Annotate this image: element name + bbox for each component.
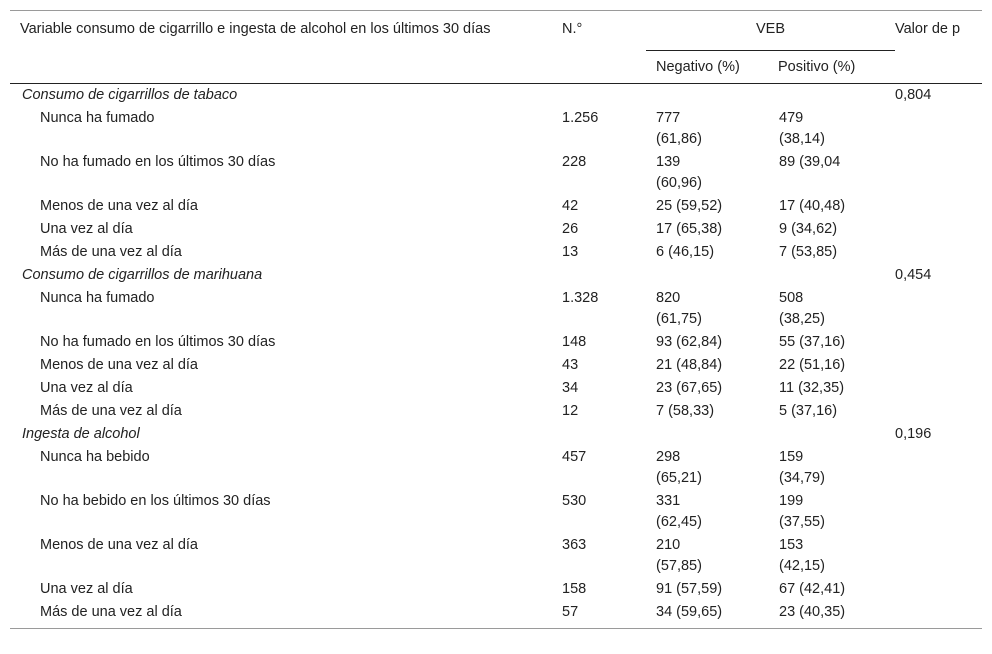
positivo-line-2: (38,14): [779, 131, 825, 147]
row-negativo: [646, 331, 769, 354]
row-label: Menos de una vez al día: [40, 537, 198, 553]
header-n: N.°: [562, 11, 646, 84]
positivo-line-1: 23 (40,35): [779, 604, 846, 620]
row-p-empty: [895, 241, 982, 264]
negativo-line-2: (65,21): [656, 470, 702, 486]
row-positivo: [769, 446, 895, 490]
table-row: [10, 151, 982, 195]
row-negativo: [646, 578, 769, 601]
row-p-empty: [895, 107, 982, 151]
row-n: 43: [562, 357, 579, 373]
empty-cell: [769, 264, 895, 287]
row-positivo: [769, 377, 895, 400]
table-row: [10, 287, 982, 331]
row-negativo: [646, 195, 769, 218]
row-p-empty: [895, 287, 982, 331]
row-negativo: [646, 354, 769, 377]
table-row: [10, 195, 982, 218]
row-p-empty: [895, 195, 982, 218]
group-p-value: 0,196: [895, 426, 932, 442]
positivo-line-1: 159: [779, 449, 804, 465]
row-positivo: [769, 400, 895, 423]
table-body: [10, 84, 982, 629]
row-negativo: [646, 601, 769, 629]
table-row: [10, 377, 982, 400]
row-n: 57: [562, 601, 646, 629]
negativo-line-1: 298: [656, 449, 681, 465]
row-label: No ha fumado en los últimos 30 días: [40, 334, 276, 350]
negativo-line-1: 210: [656, 537, 681, 553]
row-p-empty: [895, 578, 982, 601]
row-positivo: [769, 195, 895, 218]
empty-cell: [646, 84, 769, 108]
data-table: [10, 10, 982, 629]
row-n: 42: [562, 198, 579, 214]
positivo-line-1: 22 (51,16): [779, 357, 846, 373]
row-n: 457: [562, 449, 587, 465]
header-variable: Variable consumo de cigarrillo e ingesta de alcohol en los últimos 30 días: [10, 11, 562, 84]
group-row: [10, 84, 982, 108]
negativo-line-1: 17 (65,38): [656, 221, 723, 237]
row-label: Más de una vez al día: [10, 601, 562, 629]
row-p-empty: [895, 354, 982, 377]
header-negativo: Negativo (%): [656, 59, 740, 75]
negativo-line-2: (57,85): [656, 558, 702, 574]
negativo-line-1: 25 (59,52): [656, 198, 723, 214]
row-positivo: [769, 151, 895, 195]
table-row: [10, 578, 982, 601]
row-n: 34: [562, 380, 579, 396]
negativo-line-2: (60,96): [656, 175, 702, 191]
row-negativo: [646, 534, 769, 578]
positivo-line-1: 89 (39,04: [779, 154, 841, 170]
negativo-line-1: 23 (67,65): [656, 380, 723, 396]
header-positivo: Positivo (%): [778, 59, 856, 75]
header-p-value: Valor de p: [895, 11, 982, 84]
positivo-line-1: 67 (42,41): [779, 581, 846, 597]
row-p-empty: [895, 377, 982, 400]
row-p-empty: [895, 490, 982, 534]
row-n: 13: [562, 244, 579, 260]
table-row: [10, 490, 982, 534]
row-positivo: [769, 331, 895, 354]
row-label: Nunca ha bebido: [40, 449, 150, 465]
header-veb-label: VEB: [756, 21, 786, 37]
negativo-line-2: (61,86): [656, 131, 702, 147]
row-label: No ha bebido en los últimos 30 días: [40, 493, 271, 509]
positivo-line-1: 9 (34,62): [779, 221, 838, 237]
row-label: Nunca ha fumado: [40, 110, 155, 126]
positivo-line-2: (34,79): [779, 470, 825, 486]
row-positivo: [769, 241, 895, 264]
negativo-line-1: 331: [656, 493, 681, 509]
negativo-line-1: 820: [656, 290, 681, 306]
row-n: 148: [562, 334, 587, 350]
positivo-line-2: (42,15): [779, 558, 825, 574]
row-negativo: [646, 400, 769, 423]
negativo-line-1: 34 (59,65): [656, 604, 723, 620]
empty-cell: [646, 264, 769, 287]
row-label: Más de una vez al día: [40, 403, 182, 419]
row-negativo: [646, 287, 769, 331]
table-row: [10, 241, 982, 264]
row-label: Una vez al día: [40, 221, 133, 237]
positivo-line-1: 479: [779, 110, 804, 126]
positivo-line-1: 7 (53,85): [779, 244, 838, 260]
row-label: Una vez al día: [40, 380, 133, 396]
row-positivo: [769, 107, 895, 151]
row-label: Más de una vez al día: [40, 244, 182, 260]
row-label: Menos de una vez al día: [40, 198, 198, 214]
row-n: 228: [562, 154, 587, 170]
row-n: 158: [562, 581, 587, 597]
positivo-line-2: (37,55): [779, 514, 825, 530]
positivo-line-2: (38,25): [779, 311, 825, 327]
row-n: 1.328: [562, 290, 599, 306]
table-row: [10, 446, 982, 490]
row-p-empty: [895, 331, 982, 354]
row-positivo: [769, 601, 895, 629]
row-negativo: [646, 377, 769, 400]
row-positivo: [769, 578, 895, 601]
row-negativo: [646, 490, 769, 534]
header-veb: [646, 11, 895, 51]
empty-cell: [646, 423, 769, 446]
table-row: [10, 601, 982, 629]
table-row: [10, 534, 982, 578]
table-row: [10, 218, 982, 241]
row-p-empty: [895, 218, 982, 241]
table-header: [10, 11, 982, 84]
row-p-empty: [895, 151, 982, 195]
positivo-line-1: 153: [779, 537, 804, 553]
row-n: 26: [562, 221, 579, 237]
row-label: Menos de una vez al día: [40, 357, 198, 373]
row-p-empty: [895, 601, 982, 629]
negativo-line-2: (62,45): [656, 514, 702, 530]
row-n: 1.256: [562, 110, 599, 126]
negativo-line-1: 6 (46,15): [656, 244, 715, 260]
row-negativo: [646, 107, 769, 151]
row-positivo: [769, 287, 895, 331]
positivo-line-1: 199: [779, 493, 804, 509]
negativo-line-1: 93 (62,84): [656, 334, 723, 350]
row-label: No ha fumado en los últimos 30 días: [40, 154, 276, 170]
group-p-value: 0,454: [895, 267, 932, 283]
row-label: Una vez al día: [40, 581, 133, 597]
negativo-line-1: 777: [656, 110, 681, 126]
row-positivo: [769, 490, 895, 534]
row-p-empty: [895, 446, 982, 490]
table-row: [10, 331, 982, 354]
negativo-line-1: 139: [656, 154, 681, 170]
positivo-line-1: 5 (37,16): [779, 403, 838, 419]
table-row: [10, 354, 982, 377]
group-title: Consumo de cigarrillos de marihuana: [22, 267, 263, 283]
row-negativo: [646, 218, 769, 241]
negativo-line-2: (61,75): [656, 311, 702, 327]
row-positivo: [769, 534, 895, 578]
empty-cell: [769, 423, 895, 446]
empty-cell: [562, 264, 646, 287]
row-p-empty: [895, 400, 982, 423]
positivo-line-1: 17 (40,48): [779, 198, 846, 214]
table-row: [10, 400, 982, 423]
row-label: Nunca ha fumado: [40, 290, 155, 306]
group-row: [10, 423, 982, 446]
group-row: [10, 264, 982, 287]
negativo-line-1: 7 (58,33): [656, 403, 715, 419]
negativo-line-1: 91 (57,59): [656, 581, 723, 597]
empty-cell: [769, 84, 895, 108]
negativo-line-1: 21 (48,84): [656, 357, 723, 373]
empty-cell: [562, 423, 646, 446]
row-negativo: [646, 446, 769, 490]
row-n: 530: [562, 493, 587, 509]
positivo-line-1: 55 (37,16): [779, 334, 846, 350]
group-title: Ingesta de alcohol: [22, 426, 140, 442]
row-negativo: [646, 151, 769, 195]
row-n: 363: [562, 537, 587, 553]
group-title: Consumo de cigarrillos de tabaco: [22, 87, 238, 103]
positivo-line-1: 508: [779, 290, 804, 306]
row-p-empty: [895, 534, 982, 578]
table-row: [10, 107, 982, 151]
row-positivo: [769, 218, 895, 241]
positivo-line-1: 11 (32,35): [779, 380, 845, 396]
row-positivo: [769, 354, 895, 377]
group-p-value: 0,804: [895, 87, 932, 103]
row-negativo: [646, 241, 769, 264]
row-n: 12: [562, 403, 579, 419]
empty-cell: [562, 84, 646, 108]
